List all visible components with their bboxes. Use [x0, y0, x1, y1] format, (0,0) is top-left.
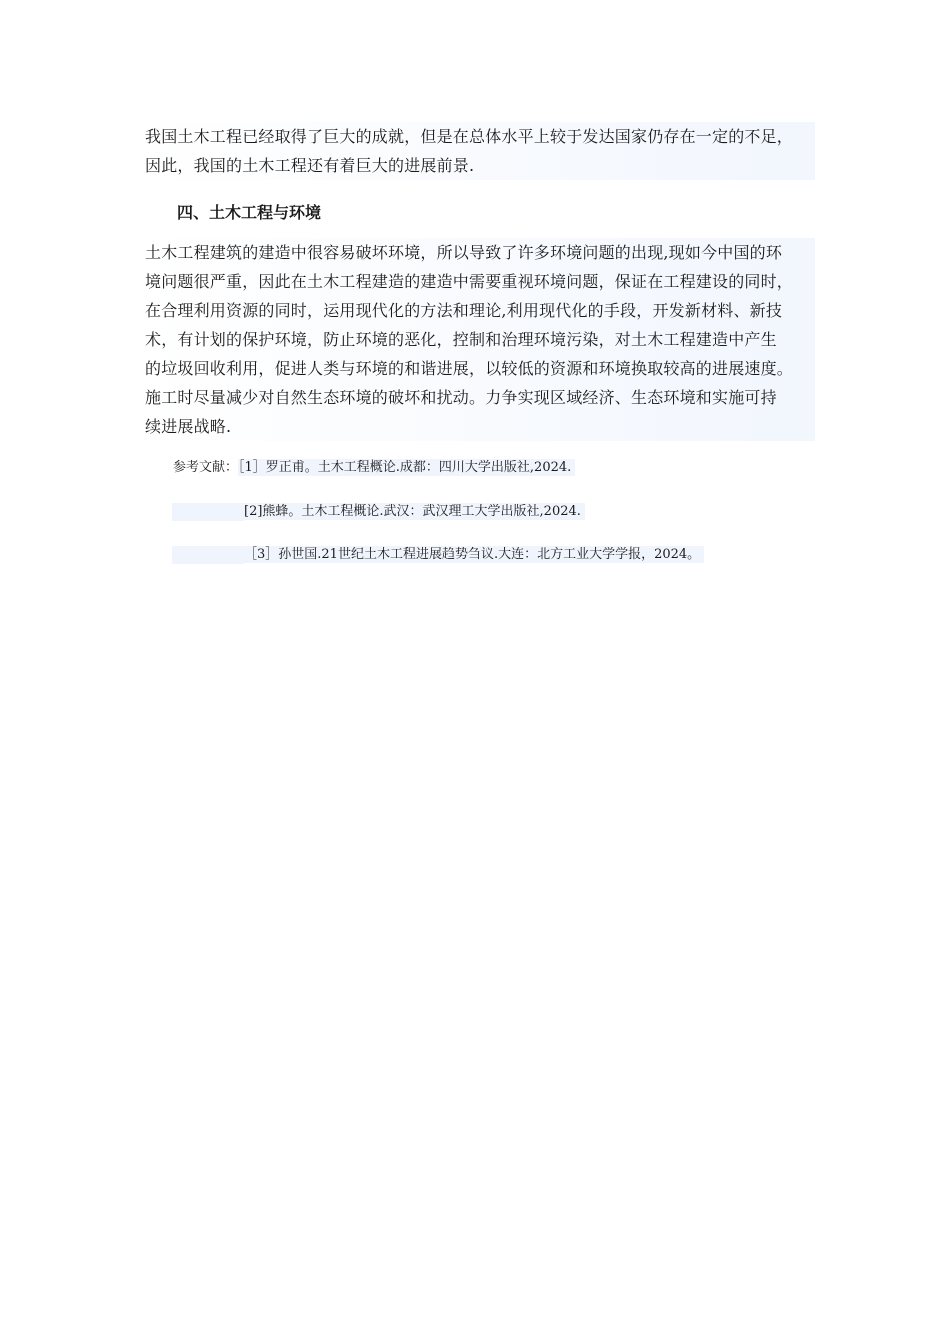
reference-indent — [172, 546, 244, 564]
section-heading: 四、土木工程与环境 — [177, 203, 322, 222]
paragraph-environment — [145, 238, 815, 441]
text-line: 续进展战略. — [145, 412, 815, 441]
reference-item-2 — [172, 502, 585, 522]
text-line: 土木工程建筑的建造中很容易破坏环境，所以导致了许多环境问题的出现,现如今中国的环 — [145, 238, 815, 267]
text-line: 境问题很严重，因此在土木工程建造的建造中需要重视环境问题，保证在工程建设的同时， — [145, 267, 815, 296]
text-line: 在合理利用资源的同时，运用现代化的方法和理论,利用现代化的手段，开发新材料、新技 — [145, 296, 815, 325]
paragraph-achievements — [145, 122, 815, 180]
text-line: 因此，我国的土木工程还有着巨大的进展前景. — [145, 151, 815, 180]
reference-indent — [172, 503, 244, 521]
text-line: 我国土木工程已经取得了巨大的成就，但是在总体水平上较于发达国家仍存在一定的不足， — [145, 122, 815, 151]
text-line: 的垃圾回收利用，促进人类与环境的和谐进展，以较低的资源和环境换取较高的进展速度。 — [145, 354, 815, 383]
reference-item-1 — [173, 458, 575, 478]
reference-item-3 — [172, 545, 704, 565]
references-label: 参考文献： — [173, 460, 239, 475]
text-line: 施工时尽量减少对自然生态环境的破坏和扰动。力争实现区域经济、生态环境和实施可持 — [145, 383, 815, 412]
reference-text: [2]熊蜂。土木工程概论.武汉：武汉理工大学出版社,2024. — [244, 503, 585, 520]
text-line: 术，有计划的保护环境，防止环境的恶化，控制和治理环境污染，对土木工程建造中产生 — [145, 325, 815, 354]
reference-text: ［1］罗正甫。土木工程概论.成都：四川大学出版社,2024. — [238, 459, 575, 476]
reference-text: ［3］孙世国.21世纪土木工程进展趋势刍议.大连：北方工业大学学报，2024。 — [244, 546, 704, 563]
